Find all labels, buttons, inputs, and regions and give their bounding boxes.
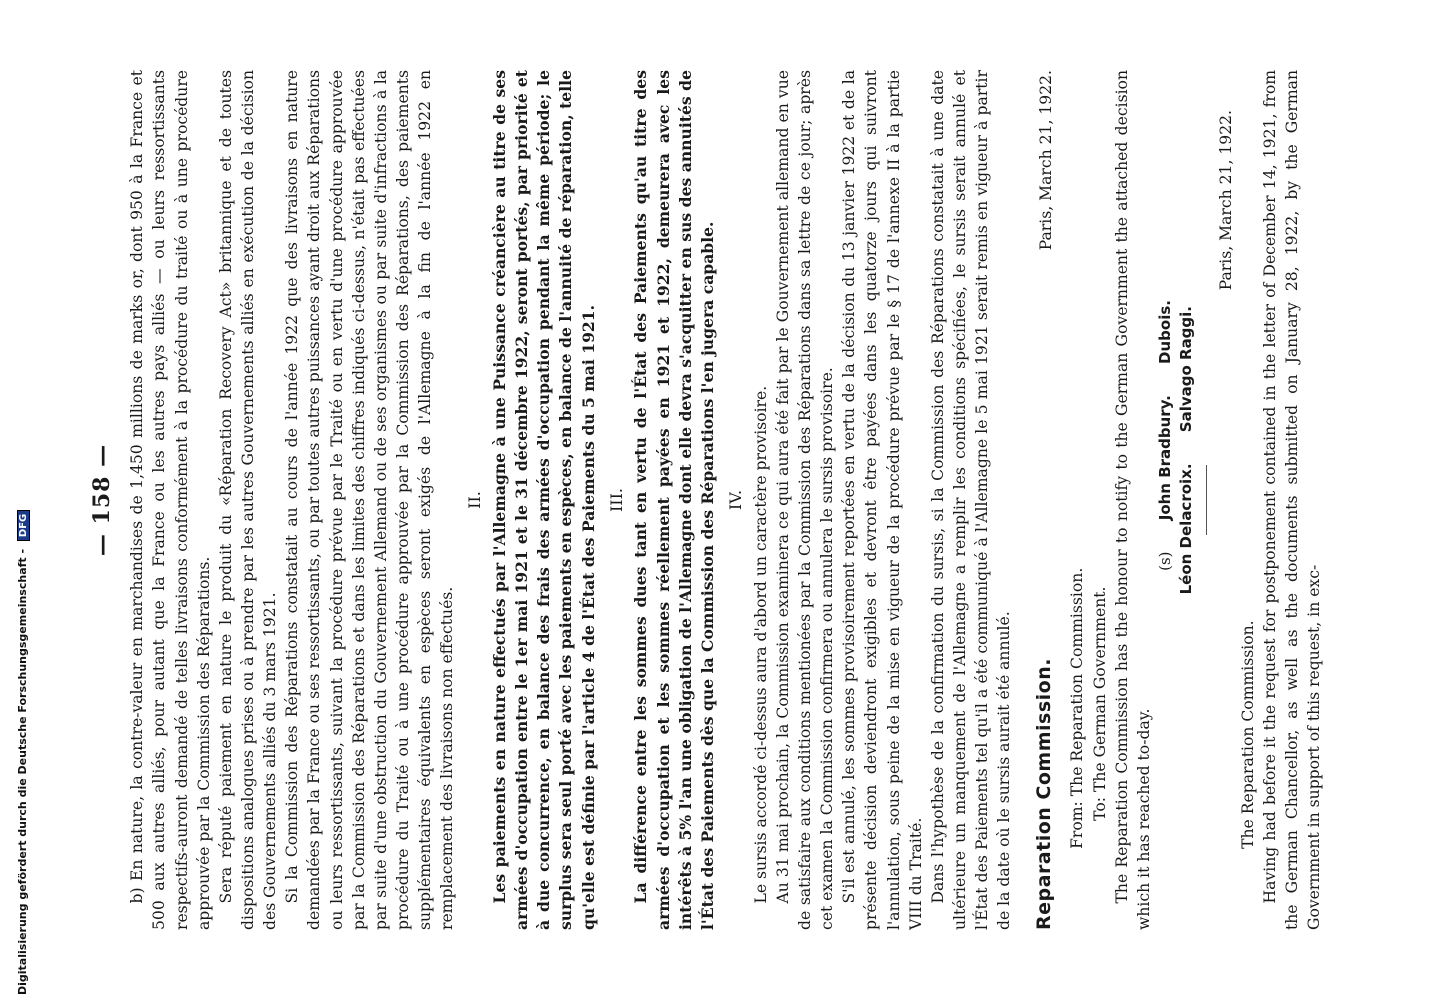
paragraph: La différence entre les sommes dues tant en vertu de l'État des Paiements qu'au titre des armées d'occupation et les sommes réellement payées en 1921 et 1922, demeurera avec les intérêts à 5% l'an une obligation de l'Allemagne dont elle devra s'acquitter en sus des annuités de l'État des Paiements dès que la Commission des Réparations l'en jugera capable. <box>631 70 717 930</box>
letter-from: From: The Reparation Commission. <box>1068 567 1087 849</box>
signer-name: Salvago Raggi. <box>1177 306 1196 433</box>
section-heading: III. <box>606 487 626 513</box>
letter-body: The Reparation Commission has the honour to notify to the German Government the attached decision which it has reached to-day. <box>1112 70 1153 930</box>
paragraph: Au 31 mai prochain, la Commission examinera ce qui aura été fait par le Gouvernement allemand en vue de satisfaire aux conditions mentionées par la Commission des Réparations dans sa lettre de ce jour; après cet examen la Commission confirmera ou annulera le sursis provisoire. <box>773 70 837 930</box>
signer-name: John Bradbury. <box>1155 395 1174 521</box>
second-place-date: Paris, March 21, 1922. <box>1216 110 1235 291</box>
digitization-note <box>16 510 30 995</box>
signature-block <box>1155 70 1198 930</box>
signer-name: Léon Delacroix. <box>1177 463 1196 595</box>
section-heading: IV. <box>726 489 746 511</box>
paragraph: Si la Commission des Réparations constatait au cours de l'année 1922 que des livraisons en nature demandées par la France ou ses ressortissants, ou par toutes autres puissances ayant droit aux Réparations ou leurs ressortissants, suivant la procédure prévue par le Traité ou en vertu d'une procédure approuvée par la Commission des Réparations et dans les limites des chiffres indiqués ci-dessus, n'était pas effectuées par suite d'une obstruction du Gouvernement Allemand ou de ses organismes ou par suite d'infractions à la procédure du Traité ou à une procédure approuvée par la Commission des Réparations, des paiements supplémentaires équivalents en espèces seront exigés de l'Allemagne à la fin de l'année 1922 en remplacement des livraisons non effectués. <box>283 70 457 930</box>
paragraph: Les paiements en nature effectués par l'Allemagne à une Puissance créancière au titre de ses armées d'occupation entre le 1er mai 1921 et le 31 décembre 1922, seront portés, par priorité et à due concurrence, en balance des frais des armées d'occupation pendant la même période; le surplus sera seul porté avec les paiements en espèces, en balance de l'annuité de réparation, telle qu'elle est définie par l'article 4 de l'État des Paiements du 5 mai 1921. <box>490 70 598 930</box>
letter-place-date: Paris, March 21, 1922. <box>1037 70 1056 251</box>
divider <box>1206 465 1207 535</box>
second-body: Having had before it the request for postponement contained in the letter of December 14, 1921, from the German Chancellor, as well as the documents submitted on January 28, 1922, by the German Government in support of this request, in exc- <box>1260 70 1324 930</box>
digitization-text: Digitalisierung gefördert durch die Deutsche Forschungsgemeinschaft - <box>16 548 29 995</box>
second-sender: The Reparation Commission. <box>1238 620 1257 849</box>
paragraph: Dans l'hypothèse de la confirmation du sursis, si la Commission des Réparations constatait à une date ultérieure un manquement de l'Allemagne a remplir les conditions spécifiées, le sursis serait annulé et l'État des Paiements tel qu'il a été communiqué à l'Allemagne le 5 mai 1921 serait remis en vigueur à partir de la date où le sursis aurait été annulé. <box>928 70 1014 930</box>
letter-heading: Reparation Commission. <box>1033 658 1056 930</box>
paragraph: S'il est annulé, les sommes provisoirement reportées en vertu de la décision du 13 janvier 1922 et de la présente décision deviendront exigibles et devront être payées dans les quatorze jours qui suivront l'annulation, sous peine de la mise en vigueur de la procédure prévue par le § 17 de l'annexe II à la partie VIII du Traité. <box>840 70 925 930</box>
section-heading: II. <box>465 491 485 509</box>
sig-prefix: (s) <box>1155 551 1174 571</box>
letter-header <box>1015 70 1066 930</box>
paragraph: b) En nature, la contre-valeur en marchandises de 1,450 millions de marks or, dont 950 à la France et 500 aux autres alliés, pour autant que la France ou les autres pays alliés — ou leurs ressortissants respectifs-auront demandé de telles livraisons conformément à la procédure du traité ou à une procédure approuvée par la Commission des Réparations. <box>128 70 213 930</box>
rotated-document-page <box>67 0 1434 1000</box>
paragraph: Sera réputé paiement en nature le produit du «Réparation Recovery Act» britannique et de toutes dispositions analogues prises ou à prendre par les autres Gouvernements alliés en exécution de la décision des Gouvernements alliés du 3 mars 1921. <box>216 70 280 930</box>
page-number: — 158 — <box>89 443 115 557</box>
letter-to: To: The German Government. <box>1090 586 1109 821</box>
dfg-logo-icon: DFG <box>17 510 30 541</box>
signer-name: Dubois. <box>1155 300 1174 364</box>
paragraph: Le sursis accordé ci-dessus aura d'abord un caractère provisoire. <box>751 385 770 904</box>
